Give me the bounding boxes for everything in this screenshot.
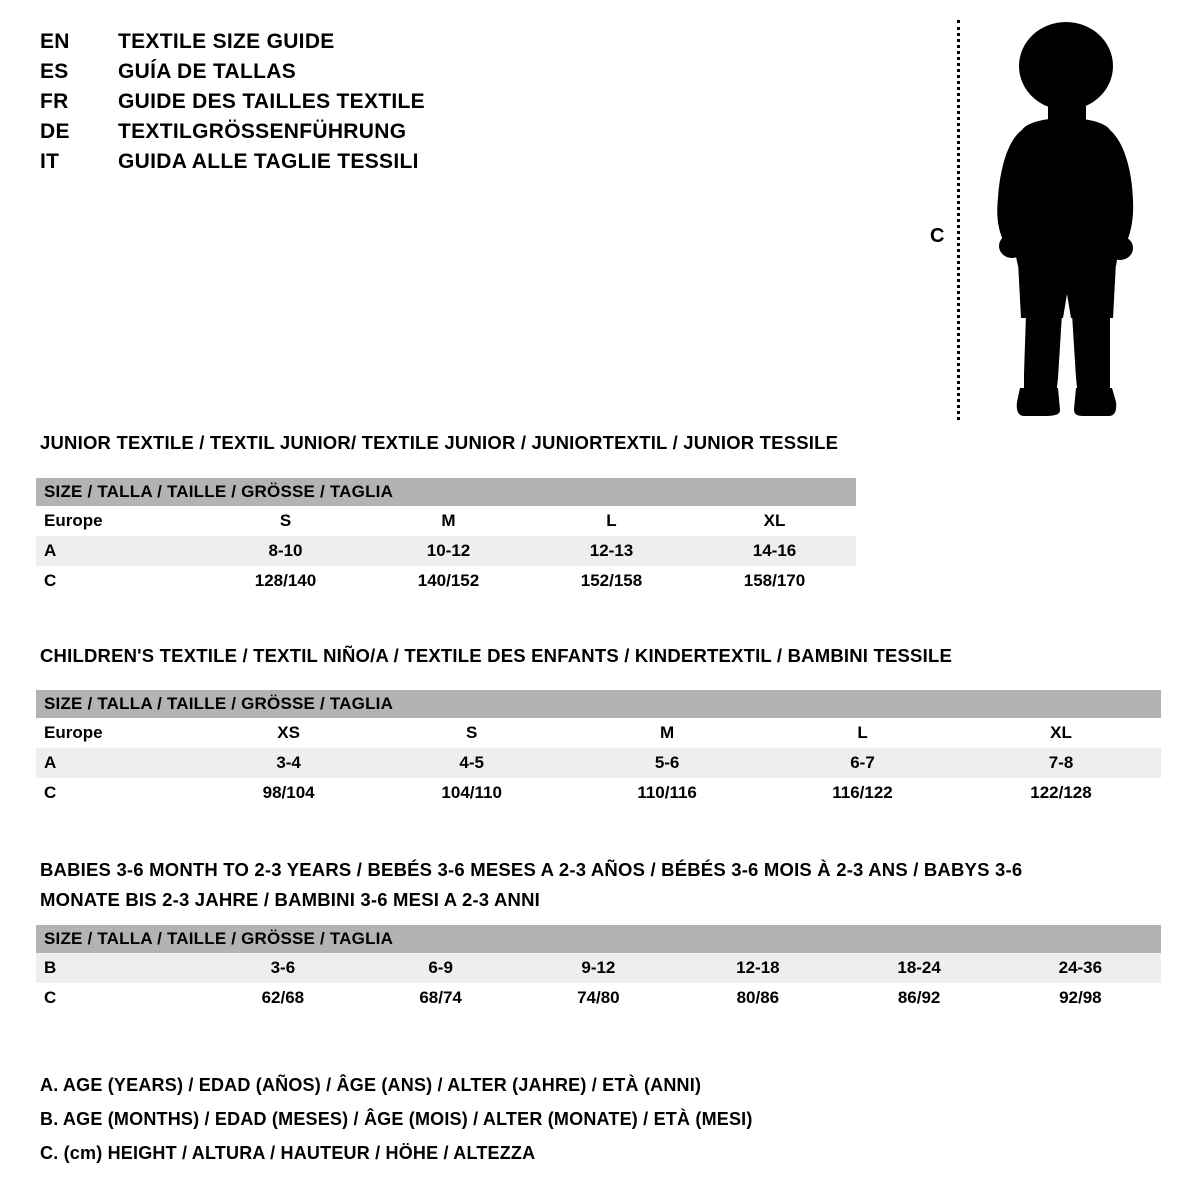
- cell: 128/140: [204, 566, 367, 596]
- language-row: [40, 60, 680, 90]
- row-label: B: [36, 953, 204, 983]
- section-title-children: CHILDREN'S TEXTILE / TEXTIL NIÑO/A / TEXTILE DES ENFANTS / KINDERTEXTIL / BAMBINI TESSILE: [40, 645, 952, 666]
- row-label: A: [36, 748, 204, 778]
- legend-line-c: C. (cm) HEIGHT / ALTURA / HAUTEUR / HÖHE / ALTEZZA: [40, 1143, 536, 1163]
- size-table-children: [36, 690, 1161, 808]
- cell: 9-12: [520, 953, 678, 983]
- cell: L: [530, 506, 693, 536]
- row-label: C: [36, 778, 204, 808]
- language-title-it: GUIDA ALLE TAGLIE TESSILI: [118, 150, 419, 173]
- table-row: [36, 506, 856, 536]
- language-title-fr: GUIDE DES TAILLES TEXTILE: [118, 90, 425, 113]
- measure-label-c: C: [930, 225, 945, 247]
- row-label: C: [36, 566, 204, 596]
- language-row: [40, 120, 680, 150]
- size-band-junior: SIZE / TALLA / TAILLE / GRÖSSE / TAGLIA: [36, 478, 856, 506]
- cell: M: [367, 506, 530, 536]
- cell: 12-13: [530, 536, 693, 566]
- language-code-es: ES: [40, 60, 69, 83]
- cell: 152/158: [530, 566, 693, 596]
- cell: XS: [204, 718, 373, 748]
- cell: 110/116: [570, 778, 764, 808]
- table-band-row: [36, 925, 1161, 953]
- cell: M: [570, 718, 764, 748]
- language-row: [40, 90, 680, 120]
- cell: 18-24: [838, 953, 999, 983]
- height-measure-figure: [930, 10, 1170, 420]
- cell: 158/170: [693, 566, 856, 596]
- measure-dotted-line: [957, 20, 960, 420]
- table-row: [36, 718, 1161, 748]
- cell: 14-16: [693, 536, 856, 566]
- table-row: [36, 778, 1161, 808]
- language-title-de: TEXTILGRÖSSENFÜHRUNG: [118, 120, 407, 143]
- size-table-junior: [36, 478, 856, 596]
- legend-line-b: B. AGE (MONTHS) / EDAD (MESES) / ÂGE (MOIS) / ALTER (MONATE) / ETÀ (MESI): [40, 1109, 753, 1129]
- table-row: [36, 953, 1161, 983]
- cell: 6-7: [764, 748, 961, 778]
- language-code-en: EN: [40, 30, 70, 53]
- cell: 98/104: [204, 778, 373, 808]
- section-title-babies: BABIES 3-6 MONTH TO 2-3 YEARS / BEBÉS 3-6 MESES A 2-3 AÑOS / BÉBÉS 3-6 MOIS À 2-3 ANS / BABYS 3-6 MONATE BIS 2-3 JAHRE / BAMBINI 3-6 MESI A 2-3 ANNI: [40, 859, 1023, 910]
- language-title-en: TEXTILE SIZE GUIDE: [118, 30, 335, 53]
- cell: 74/80: [520, 983, 678, 1013]
- cell: 6-9: [362, 953, 520, 983]
- size-band-children: SIZE / TALLA / TAILLE / GRÖSSE / TAGLIA: [36, 690, 1161, 718]
- table-band-row: [36, 478, 856, 506]
- language-row: [40, 30, 680, 60]
- cell: 86/92: [838, 983, 999, 1013]
- child-silhouette: [970, 18, 1160, 418]
- cell: XL: [693, 506, 856, 536]
- cell: 7-8: [961, 748, 1161, 778]
- cell: L: [764, 718, 961, 748]
- table-row: [36, 536, 856, 566]
- language-code-it: IT: [40, 150, 60, 173]
- language-code-fr: FR: [40, 90, 69, 113]
- cell: 80/86: [677, 983, 838, 1013]
- table-band-row: [36, 690, 1161, 718]
- row-label: A: [36, 536, 204, 566]
- row-label: C: [36, 983, 204, 1013]
- size-table-babies: [36, 925, 1161, 1013]
- cell: S: [204, 506, 367, 536]
- cell: 10-12: [367, 536, 530, 566]
- cell: 3-6: [204, 953, 362, 983]
- language-title-block: [40, 30, 680, 180]
- cell: 24-36: [1000, 953, 1161, 983]
- legend-line-a: A. AGE (YEARS) / EDAD (AÑOS) / ÂGE (ANS) / ALTER (JAHRE) / ETÀ (ANNI): [40, 1075, 702, 1095]
- cell: 116/122: [764, 778, 961, 808]
- size-band-babies: SIZE / TALLA / TAILLE / GRÖSSE / TAGLIA: [36, 925, 1161, 953]
- cell: 8-10: [204, 536, 367, 566]
- cell: 92/98: [1000, 983, 1161, 1013]
- table-row: [36, 748, 1161, 778]
- table-row: [36, 566, 856, 596]
- row-label: Europe: [36, 506, 204, 536]
- cell: XL: [961, 718, 1161, 748]
- cell: 140/152: [367, 566, 530, 596]
- table-row: [36, 983, 1161, 1013]
- language-row: [40, 150, 680, 180]
- cell: 62/68: [204, 983, 362, 1013]
- row-label: Europe: [36, 718, 204, 748]
- cell: S: [373, 718, 570, 748]
- cell: 3-4: [204, 748, 373, 778]
- legend-block: [40, 1068, 1140, 1170]
- language-code-de: DE: [40, 120, 70, 143]
- cell: 5-6: [570, 748, 764, 778]
- cell: 68/74: [362, 983, 520, 1013]
- language-title-es: GUÍA DE TALLAS: [118, 60, 297, 83]
- cell: 4-5: [373, 748, 570, 778]
- cell: 12-18: [677, 953, 838, 983]
- cell: 104/110: [373, 778, 570, 808]
- section-title-junior: JUNIOR TEXTILE / TEXTIL JUNIOR/ TEXTILE JUNIOR / JUNIORTEXTIL / JUNIOR TESSILE: [40, 432, 839, 453]
- cell: 122/128: [961, 778, 1161, 808]
